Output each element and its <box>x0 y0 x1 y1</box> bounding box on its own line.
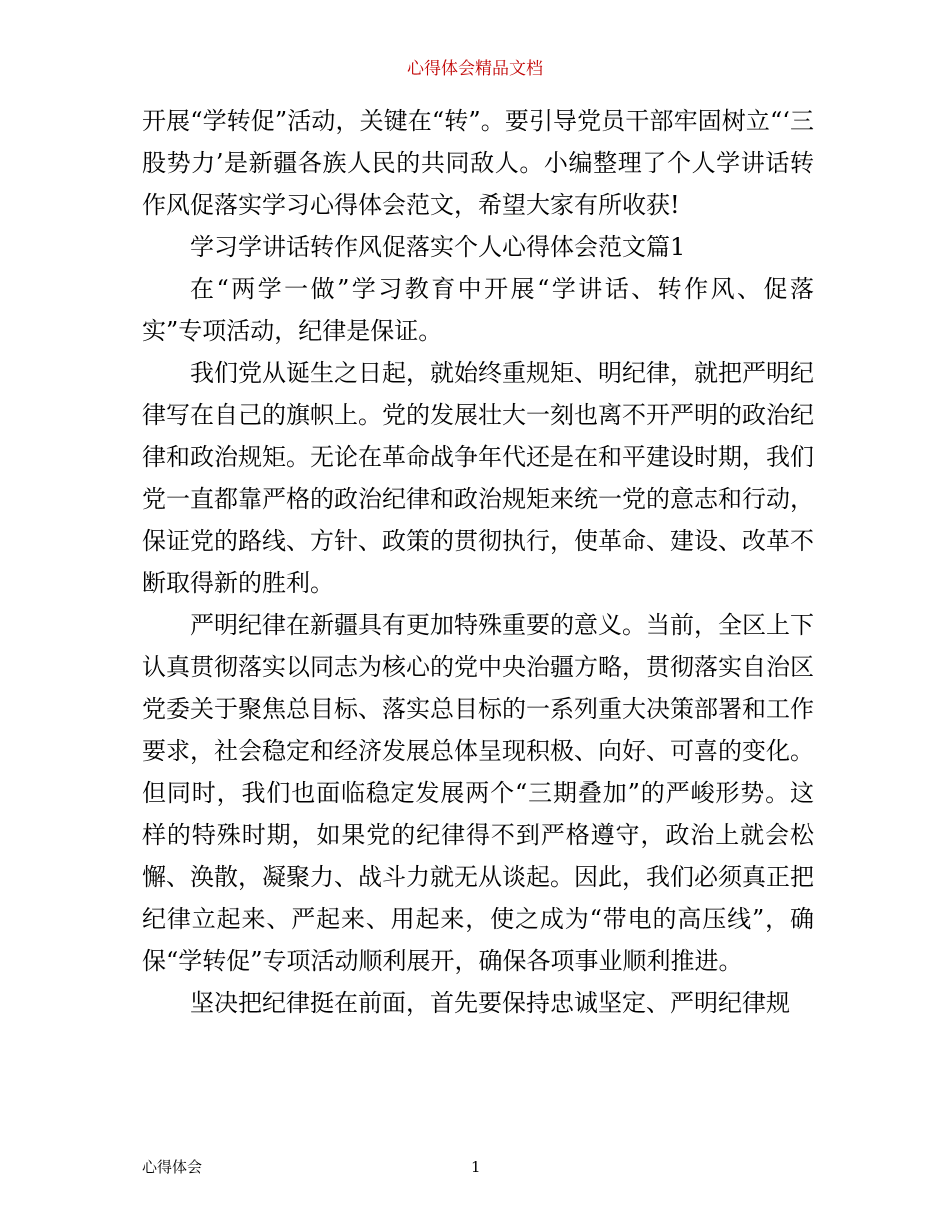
page-number: 1 <box>471 1158 481 1176</box>
body-paragraph: 坚决把纪律挺在前面，首先要保持忠诚坚定、严明纪律规 <box>190 989 790 1017</box>
body-paragraph: 严明纪律在新疆具有更加特殊重要的意义。当前，全区上下认真贯彻落实以同志为核心的党中央治疆方略，贯彻落实自治区党委关于聚焦总目标、落实总目标的一系列重大决策部署和工作要求，社会稳定和经济发展总体呈现积极、向好、可喜的变化。但同时，我们也面临稳定发展两个“三期叠加”的严峻形势。这样的特殊时期，如果党的纪律得不到严格遵守，政治上就会松懈、涣散，凝聚力、战斗力就无从谈起。因此，我们必须真正把纪律立起来、严起来、用起来，使之成为“带电的高压线”，确保“学转促”专项活动顺利展开，确保各项事业顺利推进。 <box>142 611 814 975</box>
intro-paragraph: 开展“学转促”活动，关键在“转”。要引导党员干部牢固树立“‘三股势力’是新疆各族人民的共同敌人。小编整理了个人学讲话转作风促落实学习心得体会范文，希望大家有所收获! <box>142 107 814 219</box>
document-body <box>142 100 814 1024</box>
body-paragraph: 我们党从诞生之日起，就始终重规矩、明纪律，就把严明纪律写在自己的旗帜上。党的发展壮大一刻也离不开严明的政治纪律和政治规矩。无论在革命战争年代还是在和平建设时期，我们党一直都靠严格的政治纪律和政治规矩来统一党的意志和行动，保证党的路线、方针、政策的贯彻执行，使革命、建设、改革不断取得新的胜利。 <box>142 359 814 597</box>
page-header-title: 心得体会精品文档 <box>407 59 543 79</box>
body-paragraph: 在“两学一做”学习教育中开展“学讲话、转作风、促落实”专项活动，纪律是保证。 <box>142 275 814 345</box>
footer-label: 心得体会 <box>142 1158 203 1176</box>
section-heading: 学习学讲话转作风促落实个人心得体会范文篇1 <box>190 233 686 261</box>
